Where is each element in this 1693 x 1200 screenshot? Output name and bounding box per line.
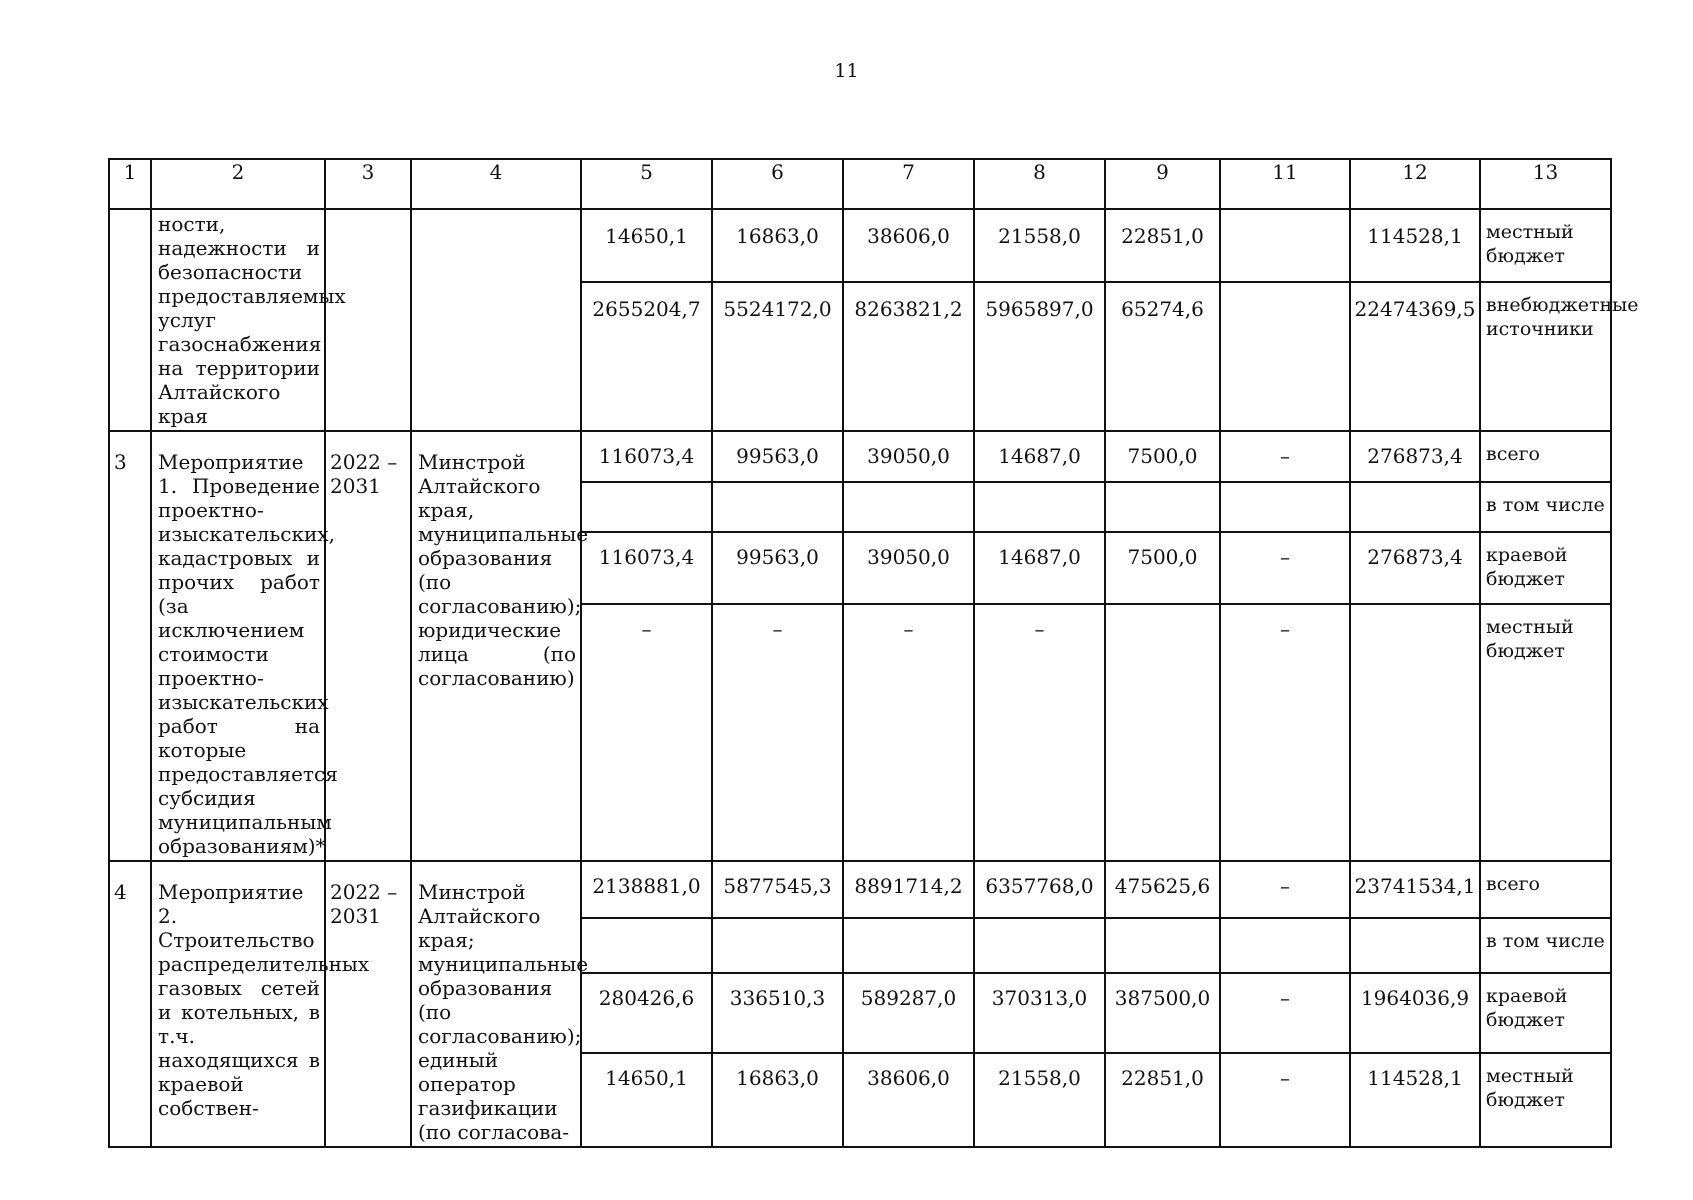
value-cell: –	[1220, 431, 1350, 482]
header-cell: 6	[712, 159, 843, 209]
value-cell: 116073,4	[581, 431, 712, 482]
value-cell	[974, 482, 1105, 531]
total-cell: 276873,4	[1350, 431, 1480, 482]
funding-source-cell: местный бюджет	[1480, 209, 1611, 282]
measure-name-cell: ности, надежности и безопасности предоставляемых услуг газоснабжения на территории Алтайского края	[151, 209, 325, 431]
value-cell	[1105, 604, 1220, 861]
total-cell: 276873,4	[1350, 532, 1480, 604]
value-cell: 39050,0	[843, 431, 974, 482]
total-cell	[1350, 918, 1480, 973]
value-cell	[843, 918, 974, 973]
total-cell: 1964036,9	[1350, 973, 1480, 1053]
header-cell: 8	[974, 159, 1105, 209]
value-cell: 589287,0	[843, 973, 974, 1053]
funding-source-cell: в том числе	[1480, 482, 1611, 531]
value-cell	[1105, 482, 1220, 531]
value-cell: 387500,0	[1105, 973, 1220, 1053]
value-cell: –	[1220, 1053, 1350, 1147]
value-cell	[1220, 282, 1350, 431]
page-number: 11	[834, 60, 859, 82]
value-cell: –	[1220, 532, 1350, 604]
total-cell: 114528,1	[1350, 1053, 1480, 1147]
value-cell: 99563,0	[712, 532, 843, 604]
value-cell: –	[581, 604, 712, 861]
executor-cell: Минстрой Алтайского края, муниципальные образования (по согласованию); юридические лица (по согласованию)	[411, 431, 581, 861]
header-cell: 11	[1220, 159, 1350, 209]
value-cell: 22851,0	[1105, 209, 1220, 282]
value-cell	[712, 482, 843, 531]
value-cell	[843, 482, 974, 531]
value-cell: –	[843, 604, 974, 861]
value-cell: 14650,1	[581, 1053, 712, 1147]
years-cell: 2022 – 2031	[325, 431, 411, 861]
value-cell: –	[1220, 973, 1350, 1053]
value-cell: 99563,0	[712, 431, 843, 482]
value-cell: 5965897,0	[974, 282, 1105, 431]
funding-source-cell: краевой бюджет	[1480, 532, 1611, 604]
value-cell: 22851,0	[1105, 1053, 1220, 1147]
total-cell: 22474369,5	[1350, 282, 1480, 431]
value-cell: 16863,0	[712, 1053, 843, 1147]
header-cell: 5	[581, 159, 712, 209]
value-cell	[1220, 209, 1350, 282]
value-cell: –	[712, 604, 843, 861]
value-cell: 2138881,0	[581, 861, 712, 918]
header-cell: 3	[325, 159, 411, 209]
measure-name-cell: Мероприятие 2. Строительство распределительных газовых сетей и котельных, в т.ч. находящихся в краевой собствен-	[151, 861, 325, 1147]
value-cell: 8891714,2	[843, 861, 974, 918]
value-cell: 7500,0	[1105, 431, 1220, 482]
executor-cell	[411, 209, 581, 431]
header-row	[109, 159, 1611, 209]
value-cell	[1105, 918, 1220, 973]
index-cell	[109, 209, 151, 431]
header-cell: 4	[411, 159, 581, 209]
value-cell: 370313,0	[974, 973, 1105, 1053]
value-cell: 39050,0	[843, 532, 974, 604]
funding-source-cell: местный бюджет	[1480, 604, 1611, 861]
budget-table	[108, 158, 1639, 1148]
header-cell: 13	[1480, 159, 1611, 209]
value-cell: 336510,3	[712, 973, 843, 1053]
table-row	[109, 861, 1611, 918]
value-cell	[1220, 482, 1350, 531]
value-cell: 2655204,7	[581, 282, 712, 431]
executor-cell: Минстрой Алтайского края; муниципальные образования (по согласованию); единый оператор газификации (по согласова-	[411, 861, 581, 1147]
measure-name-cell: Мероприятие 1. Проведение проектно-изыскательских, кадастровых и прочих работ (за исключением стоимости проектно-изыскательских работ на которые предоставляется субсидия муниципальным образованиям)*	[151, 431, 325, 861]
value-cell: 16863,0	[712, 209, 843, 282]
funding-source-cell: в том числе	[1480, 918, 1611, 973]
value-cell	[1220, 918, 1350, 973]
value-cell: 21558,0	[974, 209, 1105, 282]
value-cell: 21558,0	[974, 1053, 1105, 1147]
value-cell: 14650,1	[581, 209, 712, 282]
value-cell: 65274,6	[1105, 282, 1220, 431]
value-cell: –	[974, 604, 1105, 861]
header-cell: 1	[109, 159, 151, 209]
value-cell: 475625,6	[1105, 861, 1220, 918]
value-cell	[712, 918, 843, 973]
total-cell: 23741534,1	[1350, 861, 1480, 918]
value-cell: –	[1220, 861, 1350, 918]
value-cell: 14687,0	[974, 532, 1105, 604]
total-cell: 114528,1	[1350, 209, 1480, 282]
value-cell: 38606,0	[843, 1053, 974, 1147]
funding-source-cell: краевой бюджет	[1480, 973, 1611, 1053]
value-cell: 5877545,3	[712, 861, 843, 918]
funding-source-cell: всего	[1480, 861, 1611, 918]
value-cell: 6357768,0	[974, 861, 1105, 918]
header-cell: 2	[151, 159, 325, 209]
value-cell	[974, 918, 1105, 973]
total-cell	[1350, 482, 1480, 531]
header-cell: 7	[843, 159, 974, 209]
funding-source-cell: всего	[1480, 431, 1611, 482]
table-row	[109, 209, 1611, 282]
value-cell: 7500,0	[1105, 532, 1220, 604]
index-cell: 3	[109, 431, 151, 861]
value-cell: 8263821,2	[843, 282, 974, 431]
total-cell	[1350, 604, 1480, 861]
value-cell: 116073,4	[581, 532, 712, 604]
header-cell: 12	[1350, 159, 1480, 209]
table-row	[109, 431, 1611, 482]
value-cell: 38606,0	[843, 209, 974, 282]
value-cell	[581, 482, 712, 531]
value-cell: 5524172,0	[712, 282, 843, 431]
value-cell: 14687,0	[974, 431, 1105, 482]
value-cell: 280426,6	[581, 973, 712, 1053]
years-cell	[325, 209, 411, 431]
years-cell: 2022 – 2031	[325, 861, 411, 1147]
index-cell: 4	[109, 861, 151, 1147]
funding-source-cell: местный бюджет	[1480, 1053, 1611, 1147]
value-cell: –	[1220, 604, 1350, 861]
funding-source-cell: внебюджетные источники	[1480, 282, 1611, 431]
value-cell	[581, 918, 712, 973]
header-cell: 9	[1105, 159, 1220, 209]
